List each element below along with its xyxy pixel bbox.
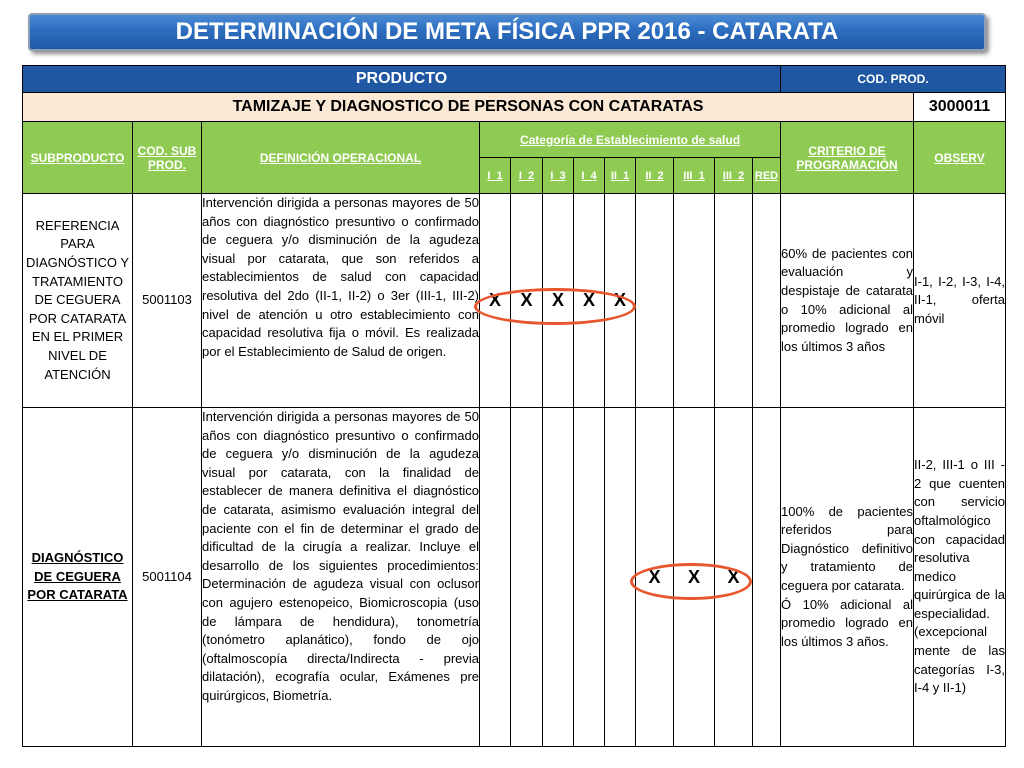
col-definicion: DEFINICIÓN OPERACIONAL [202, 122, 480, 194]
category-mark [636, 194, 674, 408]
table-row [23, 194, 1006, 408]
criterio-cell: 60% de pacientes con evaluación y despistaje de catarata o 10% adicional al promedio logrado en los últimos 3 años [781, 194, 914, 408]
col-observ: OBSERV [914, 122, 1006, 194]
category-mark: X [574, 194, 605, 408]
observ-cell: I-1, I-2, I-3, I-4, II-1, oferta móvil [914, 194, 1006, 408]
page-title: DETERMINACIÓN DE META FÍSICA PPR 2016 - CATARATA [28, 13, 986, 51]
cat-header: II_2 [636, 158, 674, 194]
category-mark [543, 408, 574, 747]
sub-prod-code: 5001103 [133, 194, 202, 408]
category-mark: X [605, 194, 636, 408]
category-mark: X [543, 194, 574, 408]
criterio-cell: 100% de pacientes referidos para Diagnóstico definitivo y tratamiento de ceguera por catarata. Ó 10% adicional al promedio logrado en los últimos 3 años. [781, 408, 914, 747]
cat-header: II_1 [605, 158, 636, 194]
cat-header: I_2 [511, 158, 543, 194]
col-categoria: Categoría de Establecimiento de salud [480, 122, 781, 158]
cat-header: III_1 [674, 158, 715, 194]
subproducto-cell: DIAGNÓSTICO DE CEGUERA POR CATARATA [23, 408, 133, 747]
category-mark: X [511, 194, 543, 408]
cat-header: III_2 [715, 158, 753, 194]
category-mark: X [674, 408, 715, 747]
definicion-cell: Intervención dirigida a personas mayores de 50 años con diagnóstico presuntivo o confirmado de ceguera y/o disminución de la agudeza visual por catarata, que son referidos a establecimientos de salud con capacidad resolutiva del 2do (II-1, II-2) o 3er (III-1, III-2) nivel de atención u otro establecimiento con capacidad resolutiva fija o móvil. Es realizada por el Establecimiento de Salud de origen. [202, 194, 480, 408]
col-cod-sub-prod: COD. SUB PROD. [133, 122, 202, 194]
cat-header: I_1 [480, 158, 511, 194]
producto-header: PRODUCTO [23, 66, 781, 93]
observ-cell: II-2, III-1 o III - 2 que cuenten con servicio oftalmológico con capacidad resolutiva medico quirúrgica de la especialidad. (excepcional mente de las categorías I-3, I-4 y II-1) [914, 408, 1006, 747]
category-mark: X [715, 408, 753, 747]
subproducto-cell: REFERENCIA PARA DIAGNÓSTICO Y TRATAMIENTO DE CEGUERA POR CATARATA EN EL PRIMER NIVEL DE ATENCIÓN [23, 194, 133, 408]
category-mark [753, 194, 781, 408]
cat-header: I_4 [574, 158, 605, 194]
category-mark [480, 408, 511, 747]
meta-fisica-table [22, 65, 1006, 747]
cat-header: RED [753, 158, 781, 194]
col-criterio: CRITERIO DE PROGRAMACIÓN [781, 122, 914, 194]
category-mark [605, 408, 636, 747]
category-mark [511, 408, 543, 747]
table-row [23, 408, 1006, 747]
category-mark [574, 408, 605, 747]
producto-code: 3000011 [914, 93, 1006, 122]
category-mark [753, 408, 781, 747]
cod-prod-header: COD. PROD. [781, 66, 1006, 93]
category-mark [674, 194, 715, 408]
definicion-cell: Intervención dirigida a personas mayores de 50 años con diagnóstico presuntivo o confirmado de ceguera y/o disminución de la agudeza visual por catarata, con la finalidad de establecer de manera definitiva el diagnóstico de catarata, asimismo evaluación integral del paciente con el fin de determinar el grado de dificultad de la cirugía a realizar. Incluye el desarrollo de los siguientes procedimientos: Determinación de agudeza visual con oclusor con agujero estenopeico, Biomicroscopia (uso de lámpara de hendidura), tonometría (tonómetro aplanático), fondo de ojo (oftalmoscopía directa/Indirecta - previa dilatación), ecografía ocular, Exámenes pre quirúrgicos, Biometría. [202, 408, 480, 747]
category-mark [715, 194, 753, 408]
col-subproducto: SUBPRODUCTO [23, 122, 133, 194]
sub-prod-code: 5001104 [133, 408, 202, 747]
category-mark: X [480, 194, 511, 408]
category-mark: X [636, 408, 674, 747]
producto-name: TAMIZAJE Y DIAGNOSTICO DE PERSONAS CON CATARATAS [23, 93, 914, 122]
cat-header: I_3 [543, 158, 574, 194]
